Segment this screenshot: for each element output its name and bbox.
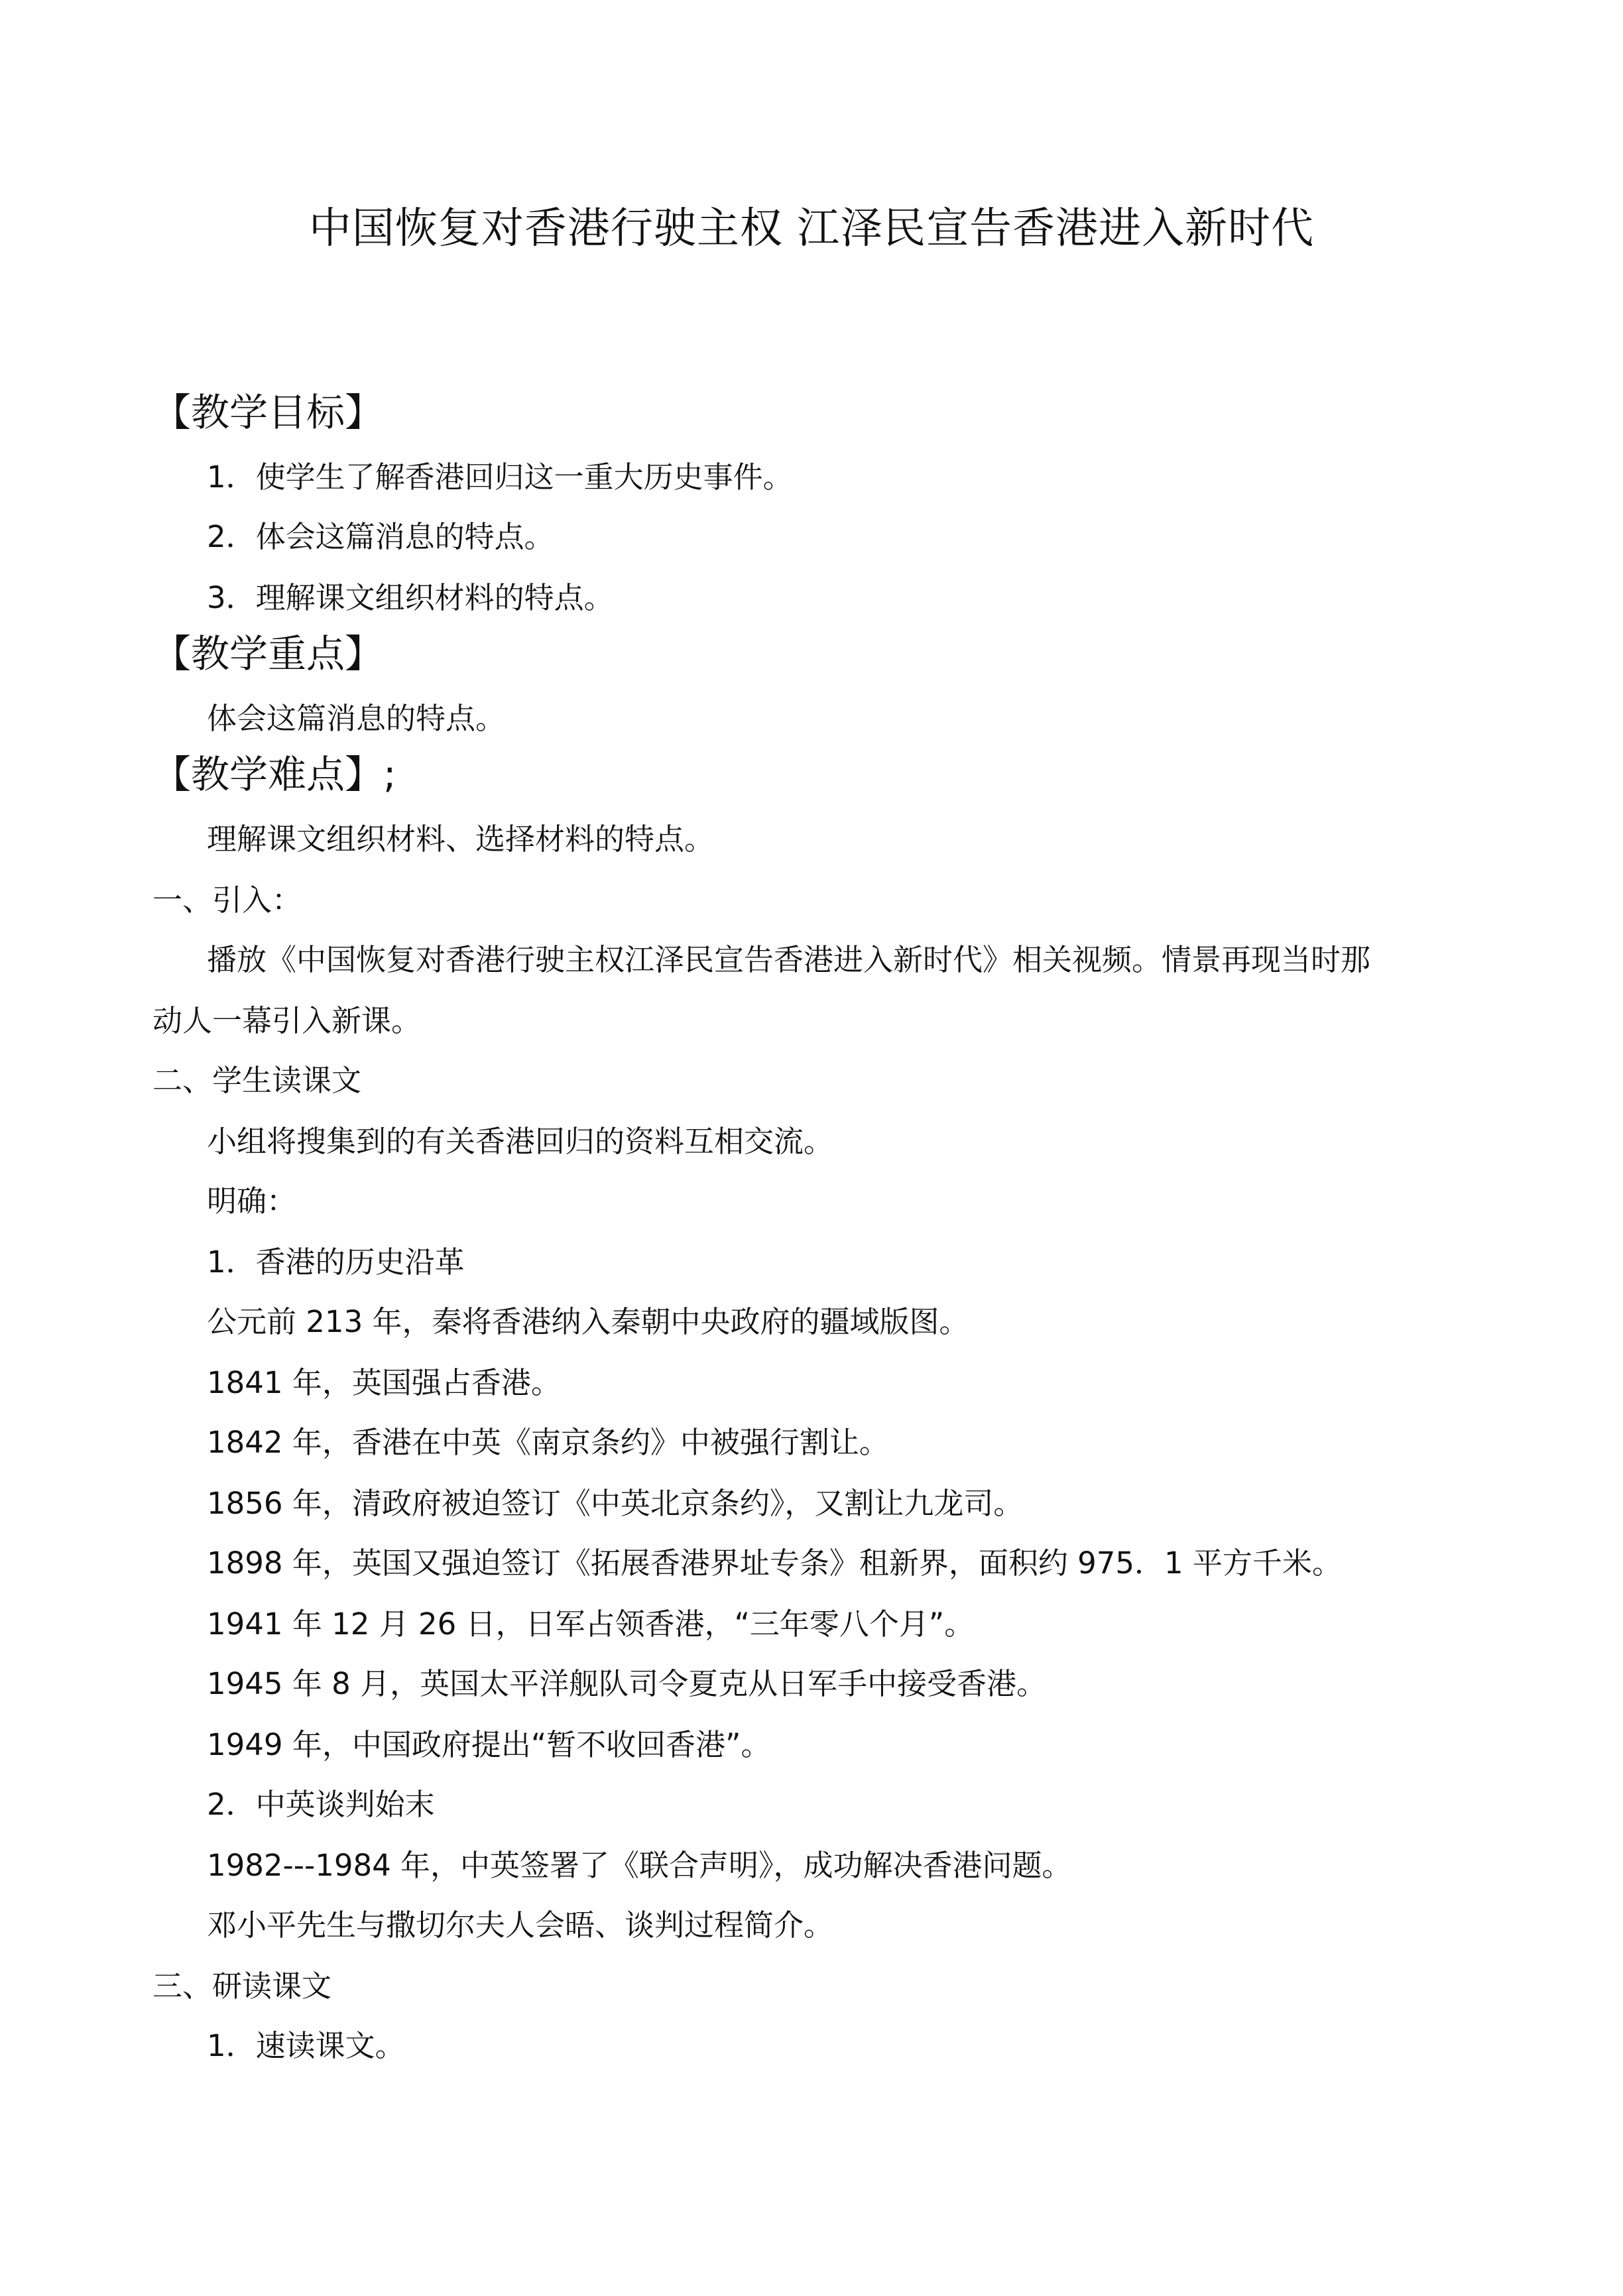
study-item-1: 1．速读课文。 (207, 2028, 405, 2063)
heading-teaching-difficulty: 【教学难点】; (152, 752, 396, 797)
negotiation-item-meeting: 邓小平先生与撒切尔夫人会晤、谈判过程简介。 (207, 1907, 834, 1943)
objective-item-1: 1．使学生了解香港回归这一重大历史事件。 (207, 459, 793, 495)
reading-text-clarify: 明确： (207, 1183, 297, 1219)
history-item-1898: 1898 年，英国又强迫签订《拓展香港界址专条》租新界，面积约 975．1 平方千米。 (207, 1545, 1342, 1581)
section-student-reading: 二、学生读课文 (152, 1063, 362, 1098)
introduction-text-1: 播放《中国恢复对香港行驶主权江泽民宣告香港进入新时代》相关视频。情景再现当时那 (207, 942, 1371, 977)
objective-item-2: 2．体会这篇消息的特点。 (207, 519, 554, 554)
introduction-text-2: 动人一幕引入新课。 (152, 1003, 422, 1038)
negotiation-item-1982: 1982---1984 年，中英签署了《联合声明》，成功解决香港问题。 (207, 1848, 1072, 1883)
history-item-1941: 1941 年 12 月 26 日，日军占领香港，“三年零八个月”。 (207, 1606, 975, 1642)
history-item-1841: 1841 年，英国强占香港。 (207, 1365, 561, 1400)
history-item-1842: 1842 年，香港在中英《南京条约》中被强行割让。 (207, 1425, 889, 1460)
heading-teaching-objectives: 【教学目标】 (152, 390, 384, 435)
heading-teaching-focus: 【教学重点】 (152, 631, 384, 676)
history-item-1949: 1949 年，中国政府提出“暂不收回香港”。 (207, 1727, 771, 1762)
reading-text-1: 小组将搜集到的有关香港回归的资料互相交流。 (207, 1124, 834, 1159)
difficulty-text: 理解课文组织材料、选择材料的特点。 (207, 821, 715, 857)
objective-item-3: 3．理解课文组织材料的特点。 (207, 580, 614, 615)
section-introduction: 一、引入： (152, 882, 302, 918)
section-study-text: 三、研读课文 (152, 1968, 332, 2004)
negotiation-heading: 2．中英谈判始末 (207, 1787, 435, 1822)
document-title: 中国恢复对香港行驶主权 江泽民宣告香港进入新时代 (308, 204, 1315, 253)
focus-text: 体会这篇消息的特点。 (207, 701, 506, 736)
history-heading: 1．香港的历史沿革 (207, 1244, 465, 1280)
history-item-213bc: 公元前 213 年，秦将香港纳入秦朝中央政府的疆域版图。 (207, 1304, 969, 1339)
history-item-1856: 1856 年，清政府被迫签订《中英北京条约》，又割让九龙司。 (207, 1486, 1024, 1521)
history-item-1945: 1945 年 8 月，英国太平洋舰队司令夏克从日军手中接受香港。 (207, 1666, 1047, 1701)
